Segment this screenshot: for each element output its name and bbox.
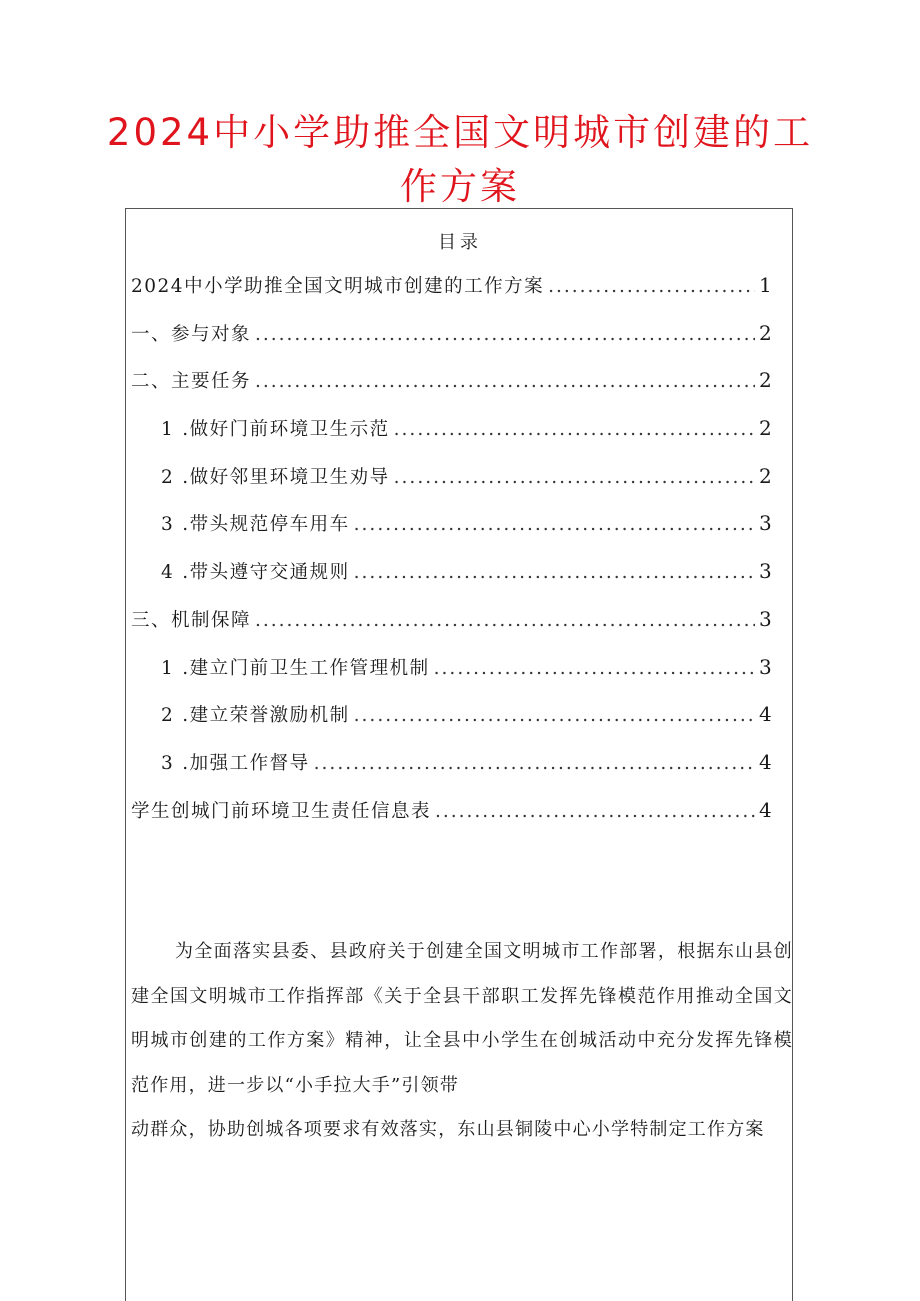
toc-entry-text: .建立荣誉激励机制 xyxy=(182,705,350,727)
toc-entry[interactable] xyxy=(131,654,774,702)
toc-entry[interactable] xyxy=(131,797,774,845)
toc-entry[interactable] xyxy=(131,701,774,749)
toc-entry-text: 2024中小学助推全国文明城市创建的工作方案 xyxy=(131,276,545,297)
toc-page-number: 4 xyxy=(759,797,774,822)
toc-entry-label xyxy=(131,272,544,298)
toc-entry-label xyxy=(131,510,350,536)
toc-entry[interactable] xyxy=(131,749,774,797)
toc-leader-dots xyxy=(314,753,755,774)
toc-entry-label xyxy=(131,463,390,489)
toc-entry-text: 三、机制保障 xyxy=(131,609,252,631)
toc-page-number: 3 xyxy=(759,654,774,679)
toc-heading: 目录 xyxy=(438,232,482,253)
toc-page-number: 2 xyxy=(759,463,774,488)
toc-entry[interactable] xyxy=(131,463,774,511)
toc-page-number: 2 xyxy=(759,368,774,393)
toc-entry-number: 2 xyxy=(161,466,175,488)
toc-leader-dots xyxy=(255,610,755,631)
table-of-contents xyxy=(131,272,774,844)
toc-entry-label xyxy=(131,558,350,584)
toc-entry[interactable] xyxy=(131,510,774,558)
toc-page-number: 3 xyxy=(759,559,774,584)
toc-leader-dots xyxy=(354,562,755,583)
toc-entry-number: 1 xyxy=(161,419,175,441)
document-title: 2024中小学助推全国文明城市创建的工作方案 xyxy=(106,111,814,208)
toc-leader-dots xyxy=(394,419,755,440)
toc-leader-dots xyxy=(394,467,755,488)
body-paragraph: 为全面落实县委、县政府关于创建全国文明城市工作部署，根据东山县创建全国文明城市工作指挥部《关于全县干部职工发挥先锋模范作用推动全国文明城市创建的工作方案》精神，让全县中小学生在创城活动中充分发挥先锋模范作用，进一步以“小手拉大手”引领带 xyxy=(131,941,793,1096)
toc-entry-text: .建立门前卫生工作管理机制 xyxy=(182,657,430,679)
toc-entry[interactable] xyxy=(131,320,774,368)
toc-entry[interactable] xyxy=(131,272,774,320)
toc-leader-dots xyxy=(354,514,755,535)
body-text xyxy=(131,930,793,1153)
toc-page-number: 3 xyxy=(759,511,774,536)
toc-entry-number: 1 xyxy=(161,657,175,679)
toc-leader-dots xyxy=(354,705,755,726)
toc-entry-text: .带头规范停车用车 xyxy=(182,514,350,536)
toc-entry[interactable] xyxy=(131,606,774,654)
toc-entry-number: 2 xyxy=(161,705,175,727)
body-paragraph: 动群众，协助创城各项要求有效落实，东山县铜陵中心小学特制定工作方案 xyxy=(131,1119,765,1140)
toc-leader-dots xyxy=(255,371,755,392)
toc-page-number: 1 xyxy=(759,273,774,297)
toc-entry-number: 3 xyxy=(161,752,175,774)
toc-entry-label xyxy=(131,367,251,393)
toc-entry-text: 一、参与对象 xyxy=(131,323,252,345)
toc-entry-text: 二、主要任务 xyxy=(131,371,252,393)
toc-entry-text: 学生创城门前环境卫生责任信息表 xyxy=(131,800,432,822)
toc-page-number: 2 xyxy=(759,416,774,441)
toc-entry-text: .做好门前环境卫生示范 xyxy=(182,419,390,441)
toc-entry-text: .带头遵守交通规则 xyxy=(182,562,350,584)
toc-leader-dots xyxy=(435,801,755,822)
toc-entry-label xyxy=(131,654,430,680)
toc-entry-text: .做好邻里环境卫生劝导 xyxy=(182,466,390,488)
toc-entry-label xyxy=(131,320,251,346)
toc-entry[interactable] xyxy=(131,415,774,463)
toc-entry-number: 3 xyxy=(161,514,175,536)
toc-entry-number: 4 xyxy=(161,562,175,584)
toc-page-number: 4 xyxy=(759,702,774,727)
toc-entry-label xyxy=(131,606,251,632)
toc-entry-label xyxy=(131,701,350,727)
toc-leader-dots xyxy=(548,276,755,297)
toc-entry-label xyxy=(131,415,390,441)
toc-leader-dots xyxy=(434,658,755,679)
toc-entry[interactable] xyxy=(131,367,774,415)
toc-entry[interactable] xyxy=(131,558,774,606)
toc-entry-label xyxy=(131,749,310,775)
toc-page-number: 2 xyxy=(759,320,774,345)
toc-leader-dots xyxy=(255,324,755,345)
toc-page-number: 4 xyxy=(759,749,774,774)
toc-page-number: 3 xyxy=(759,606,774,631)
toc-entry-text: .加强工作督导 xyxy=(182,752,310,774)
toc-entry-label xyxy=(131,797,431,823)
